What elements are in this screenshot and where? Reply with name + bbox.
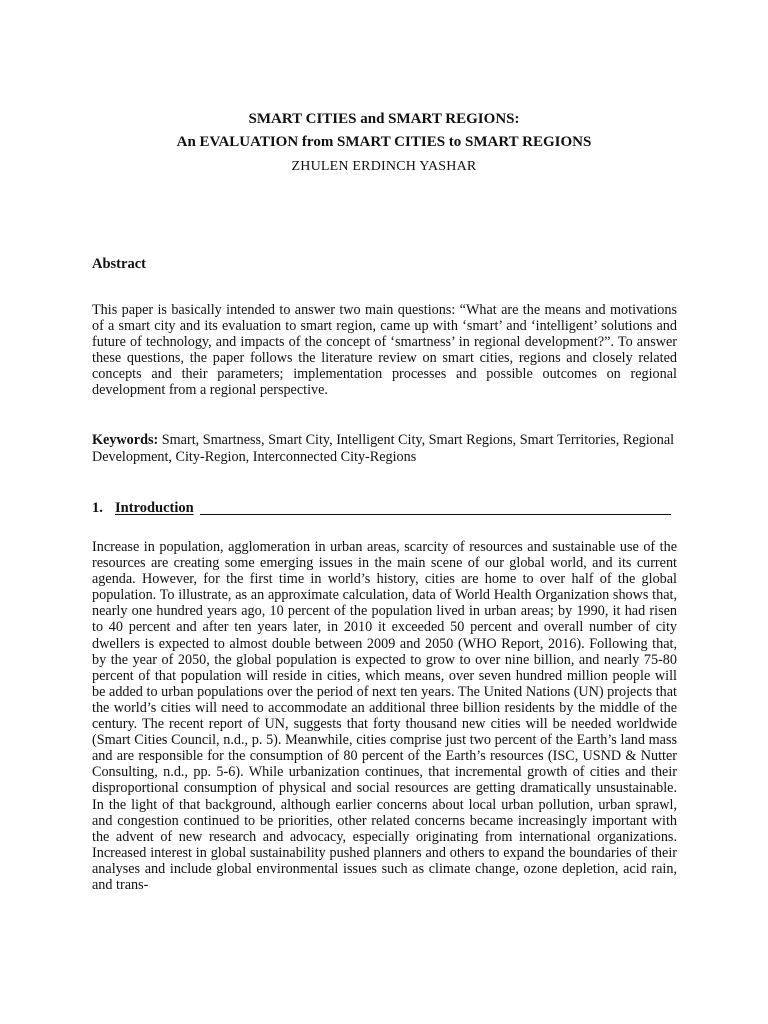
section-heading-rule [200, 514, 671, 515]
keywords-paragraph [92, 432, 677, 466]
section-number: 1. [92, 500, 103, 516]
keywords-list: Smart, Smartness, Smart City, Intelligent City, Smart Regions, Smart Territories, Regional Development, City-Region, Interconnected City-Regions [92, 432, 675, 465]
introduction-paragraph: Increase in population, agglomeration in urban areas, scarcity of resources and sustainable use of the resources are creating some emerging issues in the main scene of our global world, and its current agenda. However, for the first time in world’s history, cities are home to over half of the global population. To illustrate, as an approximate calculation, data of World Health Organization shows that, nearly one hundred years ago, 10 percent of the population lived in urban areas; by 1990, it had risen to 40 percent and after ten years later, in 2010 it exceeded 50 percent and overall number of city dwellers is expected to almost double between 2009 and 2050 (WHO Report, 2016). Following that, by the year of 2050, the global population is expected to grow to over nine billion, and nearly 75-80 percent of that population will reside in cities, which means, over seven hundred million people will be added to urban populations over the period of next ten years. The United Nations (UN) projects that the world’s cities will need to accommodate an additional three billion residents by the middle of the century. The recent report of UN, suggests that forty thousand new cities will be needed worldwide (Smart Cities Council, n.d., p. 5). Meanwhile, cities comprise just two percent of the Earth’s land mass and are responsible for the consumption of 80 percent of the Earth’s resources (ISC, USND & Nutter Consulting, n.d., pp. 5-6). While urbanization continues, that incremental growth of cities and their disproportional consumption of physical and social resources are getting dramatically unsustainable. In the light of that background, although earlier concerns about local urban pollution, urban sprawl, and congestion continued to be priorities, other related concerns became increasingly important with the advent of new research and advocacy, especially originating from international organizations. Increased interest in global sustainability pushed planners and others to expand the boundaries of their analyses and include global environmental issues such as climate change, ozone depletion, acid rain, and trans- [92, 539, 677, 893]
section-heading-introduction [92, 499, 194, 517]
author-name: ZHULEN ERDINCH YASHAR [291, 159, 477, 174]
paper-title-line-2: An EVALUATION from SMART CITIES to SMART REGIONS [176, 134, 592, 150]
paper-title-line-1: SMART CITIES and SMART REGIONS: [248, 111, 520, 127]
keywords-label: Keywords: [92, 432, 159, 448]
section-title: Introduction [115, 500, 194, 516]
abstract-paragraph: This paper is basically intended to answer two main questions: “What are the means and motivations of a smart city and its evaluation to smart region, came up with ‘smart’ and ‘intelligent’ solutions and future of technology, and impacts of the concept of ‘smartness’ in regional development?”. To answer these questions, the paper follows the literature review on smart cities, regions and closely related concepts and their parameters; implementation processes and possible outcomes on regional development from a regional perspective. [92, 302, 677, 399]
abstract-heading: Abstract [92, 256, 146, 272]
